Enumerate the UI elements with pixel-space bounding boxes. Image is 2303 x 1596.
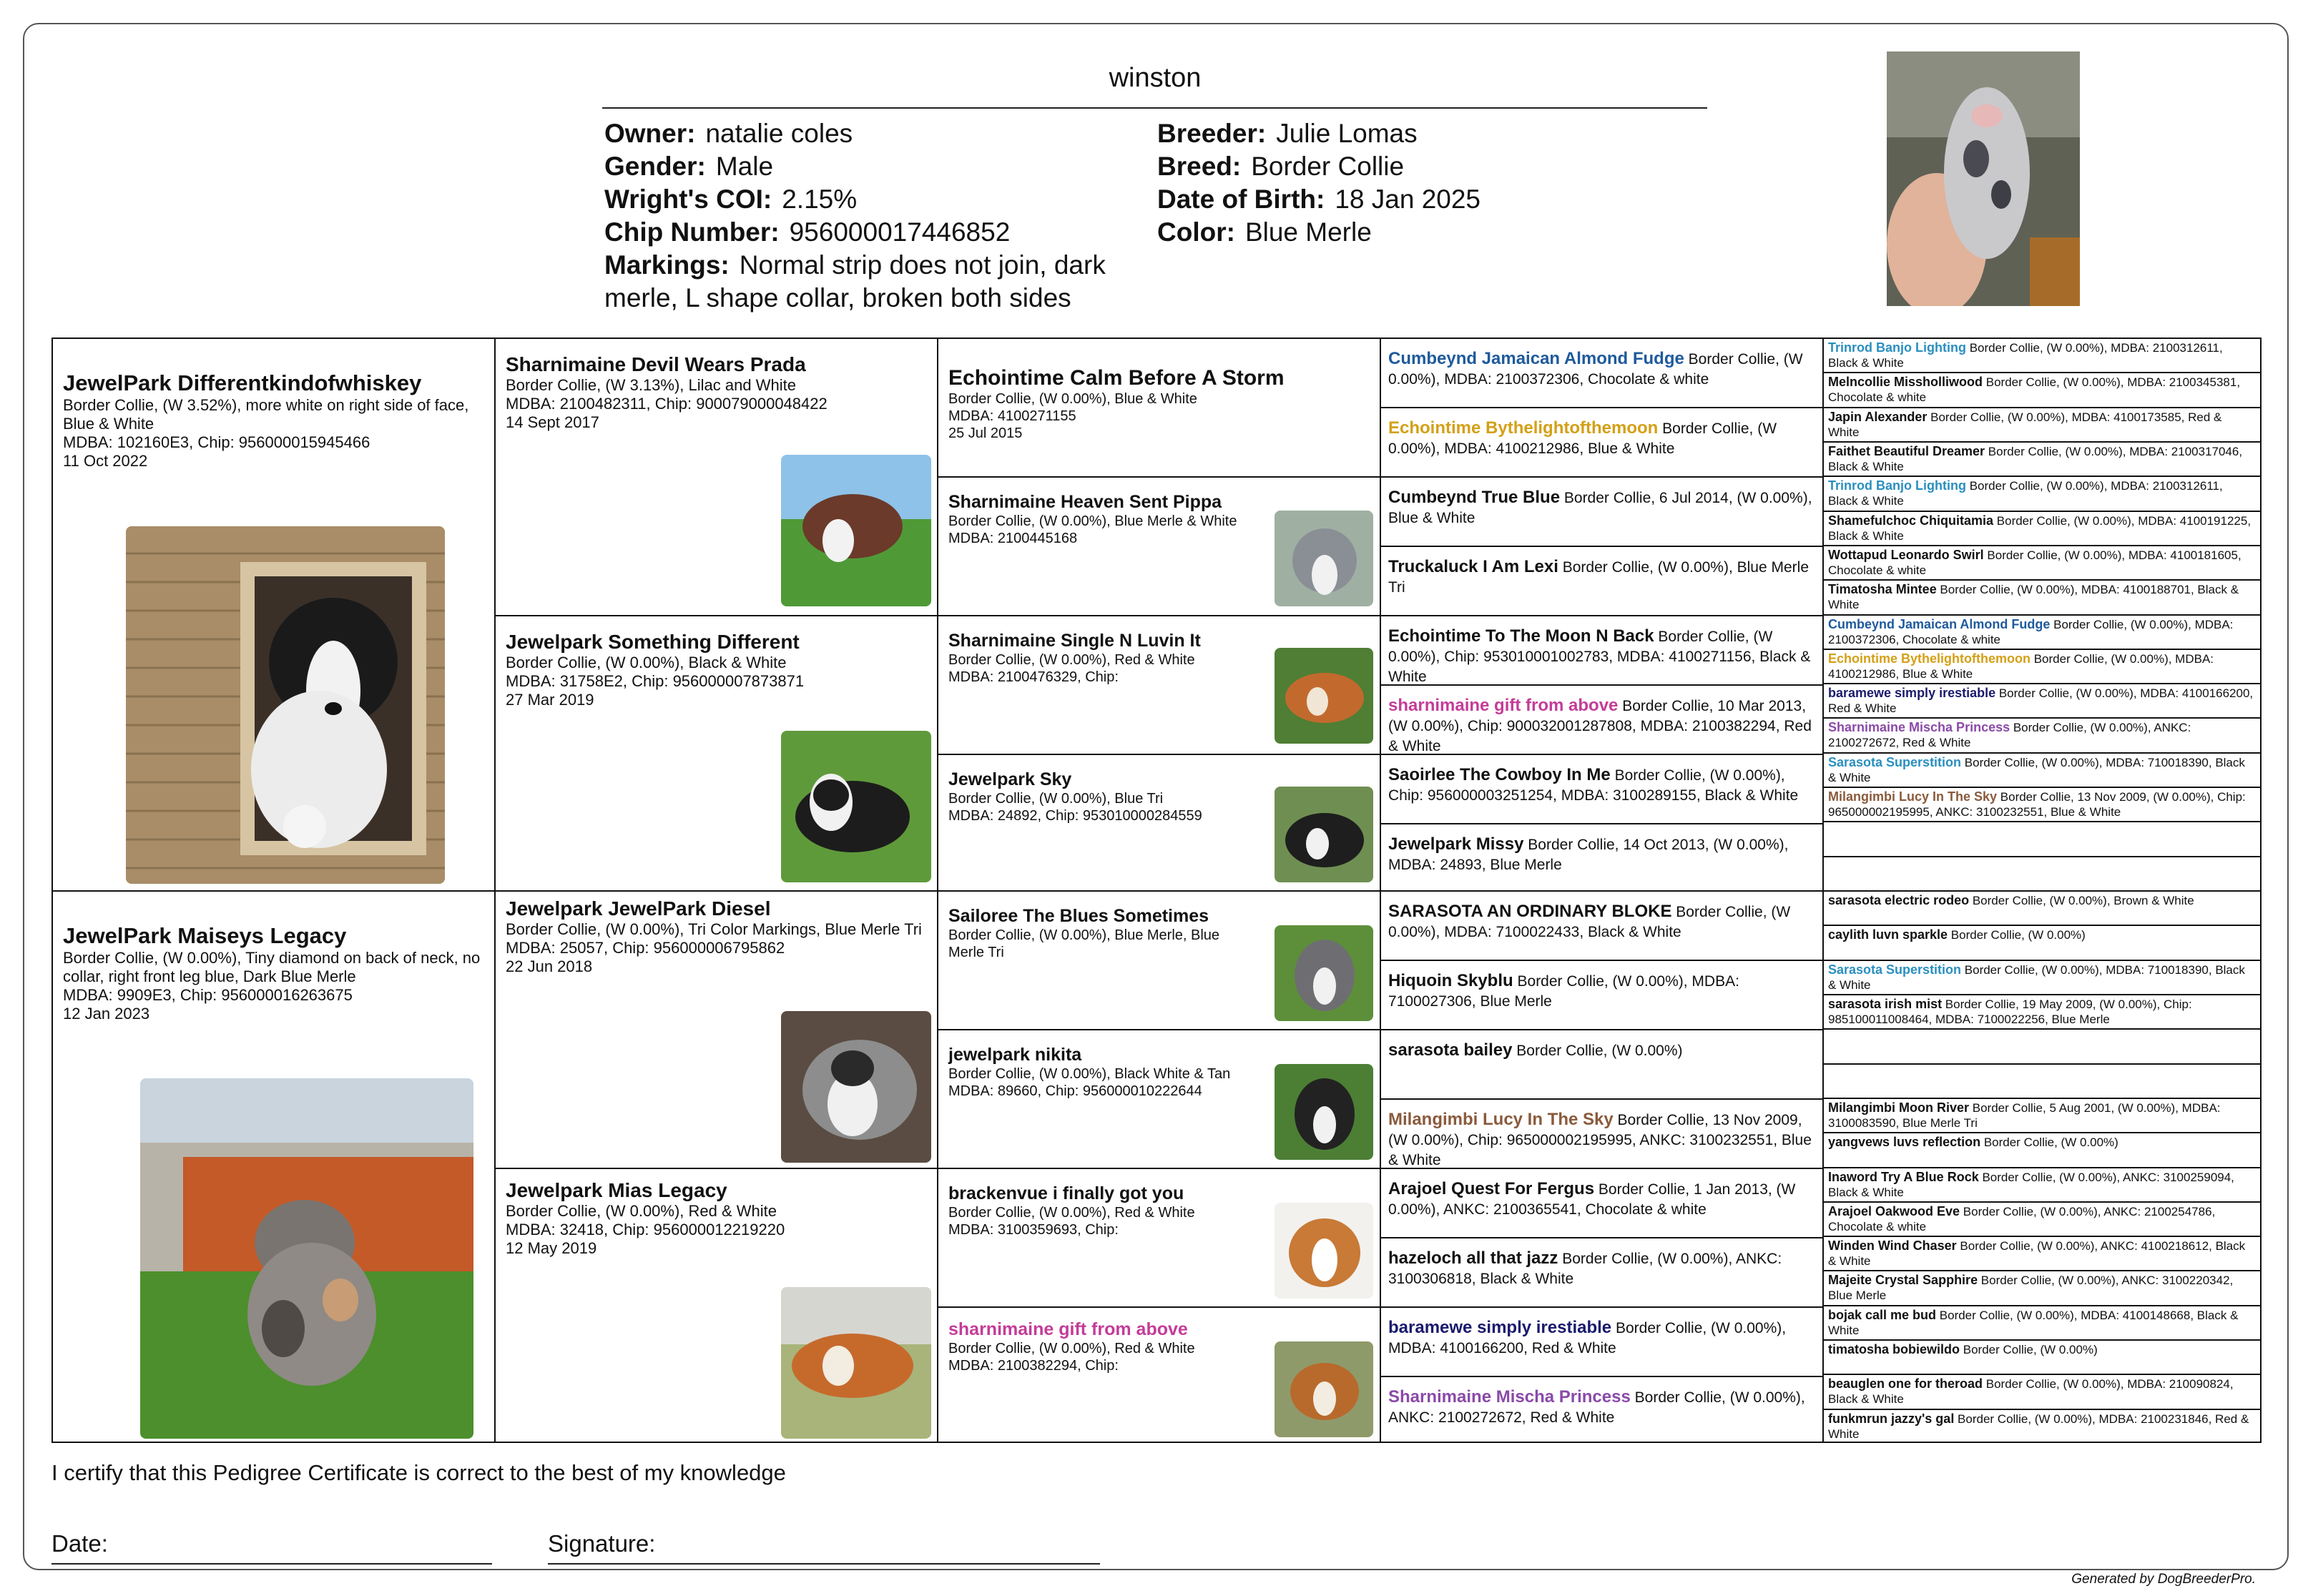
- gen5-cell: baramewe simply irestiable Border Collie, (W 0.00%), MDBA: 4100166200, Red & White: [1824, 684, 2260, 719]
- color-row: Color: Blue Merle: [1157, 217, 1372, 247]
- gen5-cell: Arajoel Oakwood Eve Border Collie, (W 0.00%), ANKC: 2100254786, Chocolate & white: [1824, 1203, 2260, 1237]
- gen5-cell: yangvews luvs reflection Border Collie, (W 0.00%): [1824, 1133, 2260, 1168]
- gen4-cell: Jewelpark Missy Border Collie, 14 Oct 2013, (W 0.00%), MDBA: 24893, Blue Merle: [1381, 824, 1824, 892]
- gen4-cell: Milangimbi Lucy In The Sky Border Collie, 13 Nov 2009, (W 0.00%), Chip: 965000002195995, ANKC: 3100232551, Blue & White: [1381, 1100, 1824, 1169]
- markings-row: Markings: Normal strip does not join, dark merle, L shape collar, broken both sides: [604, 250, 1106, 312]
- sire-photo: [126, 526, 445, 884]
- header-info-right: [1157, 117, 1480, 249]
- gen5-cell: Timatosha Mintee Border Collie, (W 0.00%), MDBA: 4100188701, Black & White: [1824, 581, 2260, 616]
- breeder-row: Breeder: Julie Lomas: [1157, 119, 1418, 148]
- dam-name: JewelPark Maiseys Legacy: [63, 923, 347, 948]
- generated-by: Generated by DogBreederPro.: [2071, 1572, 2256, 1587]
- dob-row: Date of Birth: 18 Jan 2025: [1157, 184, 1481, 214]
- gen4-cell: Arajoel Quest For Fergus Border Collie, 1 Jan 2013, (W 0.00%), ANKC: 2100365541, Chocolate & white: [1381, 1169, 1824, 1238]
- certification-statement: I certify that this Pedigree Certificate is correct to the best of my knowledge: [51, 1460, 786, 1485]
- gen5-cell: beauglen one for theroad Border Collie, (W 0.00%), MDBA: 210090824, Black & White: [1824, 1375, 2260, 1410]
- date-line: [51, 1563, 492, 1565]
- gen5-cell: funkmrun jazzy's gal Border Collie, (W 0.00%), MDBA: 2100231846, Red & White: [1828, 1412, 2249, 1441]
- dam-cell: JewelPark Maiseys Legacy Border Collie, (W 0.00%), Tiny diamond on back of neck, no collar, right front leg blue, Dark Blue Merle MDBA: 9909E3, Chip: 956000016263675 12 Jan 2023: [53, 892, 496, 1443]
- gen5-cell: Milangimbi Moon River Border Collie, 5 Aug 2001, (W 0.00%), MDBA: 3100083590, Blue Merle Tri: [1824, 1099, 2260, 1133]
- gen3-cell: Sharnimaine Single N Luvin It Border Collie, (W 0.00%), Red & White MDBA: 2100476329, Chip:: [938, 616, 1381, 755]
- owner-row: Owner: natalie coles: [604, 119, 853, 148]
- gen5-cell: Melncollie Missholliwood Border Collie, (W 0.00%), MDBA: 2100345381, Chocolate & white: [1824, 373, 2260, 408]
- coi-row: Wright's COI: 2.15%: [604, 184, 858, 214]
- gender-row: Gender: Male: [604, 152, 774, 181]
- gen4-cell: sarasota bailey Border Collie, (W 0.00%): [1381, 1030, 1824, 1100]
- gen3-cell: Jewelpark Sky Border Collie, (W 0.00%), Blue Tri MDBA: 24892, Chip: 953010000284559: [938, 755, 1381, 892]
- gen3-cell: Sharnimaine Heaven Sent Pippa Border Collie, (W 0.00%), Blue Merle & White MDBA: 2100445168: [938, 478, 1381, 616]
- signature-line: [548, 1563, 1100, 1565]
- gen5-cell: [1824, 1065, 2260, 1099]
- gen5-cell: Majeite Crystal Sapphire Border Collie, (W 0.00%), ANKC: 3100220342, Blue Merle: [1824, 1271, 2260, 1306]
- gen4-cell: Saoirlee The Cowboy In Me Border Collie, (W 0.00%), Chip: 956000003251254, MDBA: 3100289155, Black & White: [1381, 755, 1824, 824]
- gen5-cell: Faithet Beautiful Dreamer Border Collie, (W 0.00%), MDBA: 2100317046, Black & White: [1824, 443, 2260, 477]
- gen5-cell: [1824, 1030, 2260, 1065]
- gen2-cell: Jewelpark JewelPark Diesel Border Collie, (W 0.00%), Tri Color Markings, Blue Merle Tri MDBA: 25057, Chip: 956000006795862 22 Jun 2018: [496, 892, 938, 1169]
- gen5-cell: timatosha bobiewildo Border Collie, (W 0.00%): [1824, 1341, 2260, 1375]
- date-label: Date:: [51, 1530, 108, 1557]
- sire-name: JewelPark Differentkindofwhiskey: [63, 370, 422, 395]
- gen5-cell: Sarasota Superstition Border Collie, (W 0.00%), MDBA: 710018390, Black & White: [1824, 754, 2260, 788]
- gen3-cell: sharnimaine gift from above Border Collie, (W 0.00%), Red & White MDBA: 2100382294, Chip:: [938, 1308, 1381, 1443]
- gen4-cell: sharnimaine gift from above Border Collie, 10 Mar 2013, (W 0.00%), Chip: 900032001287808, MDBA: 2100382294, Red & White: [1381, 686, 1824, 755]
- gen5-cell: Sarasota Superstition Border Collie, (W 0.00%), MDBA: 710018390, Black & White: [1824, 961, 2260, 995]
- gen4-cell: Sharnimaine Mischa Princess Border Collie, (W 0.00%), ANKC: 2100272672, Red & White: [1381, 1377, 1824, 1443]
- gen4-cell: Hiquoin Skyblu Border Collie, (W 0.00%), MDBA: 7100027306, Blue Merle: [1381, 961, 1824, 1030]
- gen5-cell: Wottapud Leonardo Swirl Border Collie, (W 0.00%), MDBA: 4100181605, Chocolate & white: [1824, 546, 2260, 581]
- dog-photo: [781, 1287, 931, 1439]
- breed-row: Breed: Border Collie: [1157, 152, 1405, 181]
- gen3-cell: Sailoree The Blues Sometimes Border Collie, (W 0.00%), Blue Merle, Blue Merle Tri: [938, 892, 1381, 1030]
- signature-label: Signature:: [548, 1530, 656, 1557]
- gen5-cell: Shamefulchoc Chiquitamia Border Collie, (W 0.00%), MDBA: 4100191225, Black & White: [1824, 512, 2260, 546]
- dog-photo: [1275, 1203, 1373, 1299]
- gen5-cell: caylith luvn sparkle Border Collie, (W 0.00%): [1824, 926, 2260, 961]
- gen5-cell: [1824, 822, 2260, 857]
- dog-photo: [1275, 787, 1373, 882]
- dog-photo: [781, 1011, 931, 1163]
- dog-photo: [1275, 1341, 1373, 1437]
- gen2-cell: Jewelpark Something Different Border Collie, (W 0.00%), Black & White MDBA: 31758E2, Chip: 956000007873871 27 Mar 2019: [496, 616, 938, 892]
- pedigree-table: [51, 338, 2262, 1443]
- gen5-cell: Sharnimaine Mischa Princess Border Collie, (W 0.00%), ANKC: 2100272672, Red & White: [1824, 719, 2260, 754]
- gen3-cell: jewelpark nikita Border Collie, (W 0.00%), Black White & Tan MDBA: 89660, Chip: 956000010222644: [938, 1030, 1381, 1169]
- gen5-cell: [1824, 857, 2260, 892]
- gen2-cell: Jewelpark Mias Legacy Border Collie, (W 0.00%), Red & White MDBA: 32418, Chip: 956000012219220 12 May 2019: [496, 1169, 938, 1443]
- gen4-cell: hazeloch all that jazz Border Collie, (W 0.00%), ANKC: 3100306818, Black & White: [1381, 1238, 1824, 1308]
- puppy-photo: [1887, 51, 2080, 306]
- dog-photo: [1275, 925, 1373, 1021]
- gen4-cell: Cumbeynd True Blue Border Collie, 6 Jul 2014, (W 0.00%), Blue & White: [1381, 478, 1824, 547]
- gen5-cell: Milangimbi Lucy In The Sky Border Collie, 13 Nov 2009, (W 0.00%), Chip: 965000002195995, ANKC: 3100232551, Blue & White: [1824, 788, 2260, 822]
- dog-name-title: winston: [1109, 63, 1202, 93]
- gen5-cell: bojak call me bud Border Collie, (W 0.00%), MDBA: 4100148668, Black & White: [1824, 1306, 2260, 1341]
- dog-photo: [781, 731, 931, 882]
- gen5-cell: Cumbeynd Jamaican Almond Fudge Border Collie, (W 0.00%), MDBA: 2100372306, Chocolate & white: [1824, 616, 2260, 650]
- chip-row: Chip Number: 956000017446852: [604, 217, 1011, 247]
- gen4-cell: Cumbeynd Jamaican Almond Fudge Border Collie, (W 0.00%), MDBA: 2100372306, Chocolate & white: [1381, 339, 1824, 408]
- gen5-cell: Trinrod Banjo Lighting Border Collie, (W 0.00%), MDBA: 2100312611, Black & White: [1824, 477, 2260, 512]
- gen3-cell: brackenvue i finally got you Border Collie, (W 0.00%), Red & White MDBA: 3100359693, Chip:: [938, 1169, 1381, 1308]
- gen4-cell: SARASOTA AN ORDINARY BLOKE Border Collie, (W 0.00%), MDBA: 7100022433, Black & White: [1381, 892, 1824, 961]
- dog-photo: [1275, 511, 1373, 606]
- gen2-cell: Sharnimaine Devil Wears Prada Border Collie, (W 3.13%), Lilac and White MDBA: 2100482311, Chip: 900079000048422 14 Sept 2017: [496, 339, 938, 616]
- dog-photo: [1275, 648, 1373, 744]
- dam-photo: [140, 1078, 473, 1439]
- gen5-cell: sarasota electric rodeo Border Collie, (W 0.00%), Brown & White: [1824, 892, 2260, 926]
- sire-cell: JewelPark Differentkindofwhiskey Border Collie, (W 3.52%), more white on right side of face, Blue & White MDBA: 102160E3, Chip: 956000015945466 11 Oct 2022: [53, 339, 496, 892]
- gen4-cell: baramewe simply irestiable Border Collie, (W 0.00%), MDBA: 4100166200, Red & White: [1381, 1308, 1824, 1377]
- gen5-cell: Echointime Bythelightofthemoon Border Collie, (W 0.00%), MDBA: 4100212986, Blue & White: [1824, 650, 2260, 684]
- header-info-left: [604, 117, 1134, 315]
- gen5-cell: Inaword Try A Blue Rock Border Collie, (W 0.00%), ANKC: 3100259094, Black & White: [1824, 1168, 2260, 1203]
- gen4-cell: Truckaluck I Am Lexi Border Collie, (W 0.00%), Blue Merle Tri: [1381, 547, 1824, 616]
- title-underline: [602, 107, 1707, 109]
- dog-photo: [781, 455, 931, 606]
- gen5-cell: sarasota irish mist Border Collie, 19 May 2009, (W 0.00%), Chip: 985100011008464, MDBA: 7100022256, Blue Merle: [1824, 995, 2260, 1030]
- gen5-cell: Winden Wind Chaser Border Collie, (W 0.00%), ANKC: 4100218612, Black & White: [1824, 1237, 2260, 1271]
- gen3-cell: Echointime Calm Before A Storm Border Collie, (W 0.00%), Blue & White MDBA: 4100271155 25 Jul 2015: [938, 339, 1381, 478]
- gen5-cell: Japin Alexander Border Collie, (W 0.00%), MDBA: 4100173585, Red & White: [1824, 408, 2260, 443]
- gen4-cell: Echointime To The Moon N Back Border Collie, (W 0.00%), Chip: 953010001002783, MDBA: 4100271156, Black & White: [1381, 616, 1824, 686]
- dog-photo: [1275, 1064, 1373, 1160]
- gen5-cell: Trinrod Banjo Lighting Border Collie, (W 0.00%), MDBA: 2100312611, Black & White: [1824, 339, 2260, 373]
- gen4-cell: Echointime Bythelightofthemoon Border Collie, (W 0.00%), MDBA: 4100212986, Blue & White: [1381, 408, 1824, 478]
